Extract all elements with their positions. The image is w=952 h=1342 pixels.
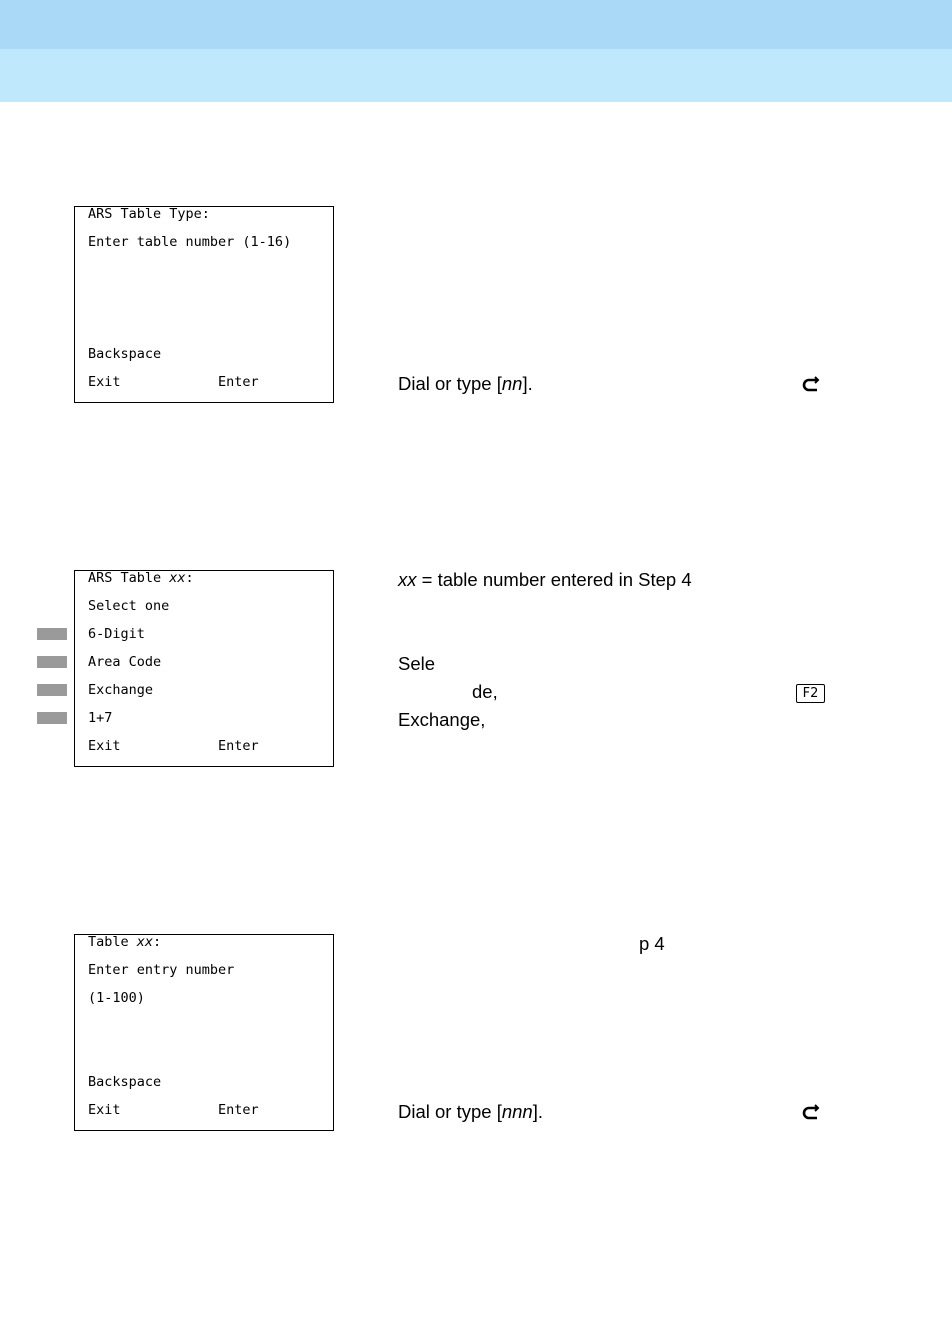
option-area-code[interactable]: Area Code <box>88 654 162 670</box>
instruction-select-fragment: Sele <box>398 653 436 674</box>
screen-prompt: Select one <box>88 598 170 614</box>
screen-title: Table xx: <box>88 934 162 950</box>
enter-button[interactable]: Enter <box>218 738 259 754</box>
backspace-button[interactable]: Backspace <box>88 1074 162 1090</box>
exit-button[interactable]: Exit <box>88 374 121 390</box>
exit-button[interactable]: Exit <box>88 738 121 754</box>
table-number-note: xx = table number entered in Step 4 <box>398 569 692 590</box>
option-exchange[interactable]: Exchange <box>88 682 154 698</box>
header-band-top <box>0 0 952 49</box>
instruction-step-3: Dial or type [nnn]. <box>398 1101 544 1122</box>
function-key-3[interactable] <box>37 684 67 696</box>
screen-prompt: Enter entry number <box>88 962 235 978</box>
enter-button[interactable]: Enter <box>218 374 259 390</box>
f2-key-icon: F2 <box>796 684 825 703</box>
header-band-bottom <box>0 49 952 102</box>
instruction-step-1: Dial or type [nn]. <box>398 373 533 394</box>
display-screen-entry-number <box>74 934 334 1131</box>
return-hook-icon <box>802 1104 820 1122</box>
screen-title: ARS Table Type: <box>88 206 210 222</box>
screen-prompt: Enter table number (1-16) <box>88 234 292 250</box>
function-key-4[interactable] <box>37 712 67 724</box>
instruction-area-code-fragment: de, <box>472 681 498 702</box>
function-key-2[interactable] <box>37 656 67 668</box>
screen-range: (1-100) <box>88 990 145 1006</box>
backspace-button[interactable]: Backspace <box>88 346 162 362</box>
screen-title: ARS Table xx: <box>88 570 194 586</box>
enter-button[interactable]: Enter <box>218 1102 259 1118</box>
step-reference-fragment: p 4 <box>639 933 665 954</box>
display-screen-table-type <box>74 206 334 403</box>
option-6-digit[interactable]: 6-Digit <box>88 626 145 642</box>
instruction-exchange-fragment: Exchange, <box>398 709 486 730</box>
option-1-plus-7[interactable]: 1+7 <box>88 710 113 726</box>
function-key-1[interactable] <box>37 628 67 640</box>
return-hook-icon <box>802 376 820 394</box>
exit-button[interactable]: Exit <box>88 1102 121 1118</box>
display-screen-table-select <box>74 570 334 767</box>
